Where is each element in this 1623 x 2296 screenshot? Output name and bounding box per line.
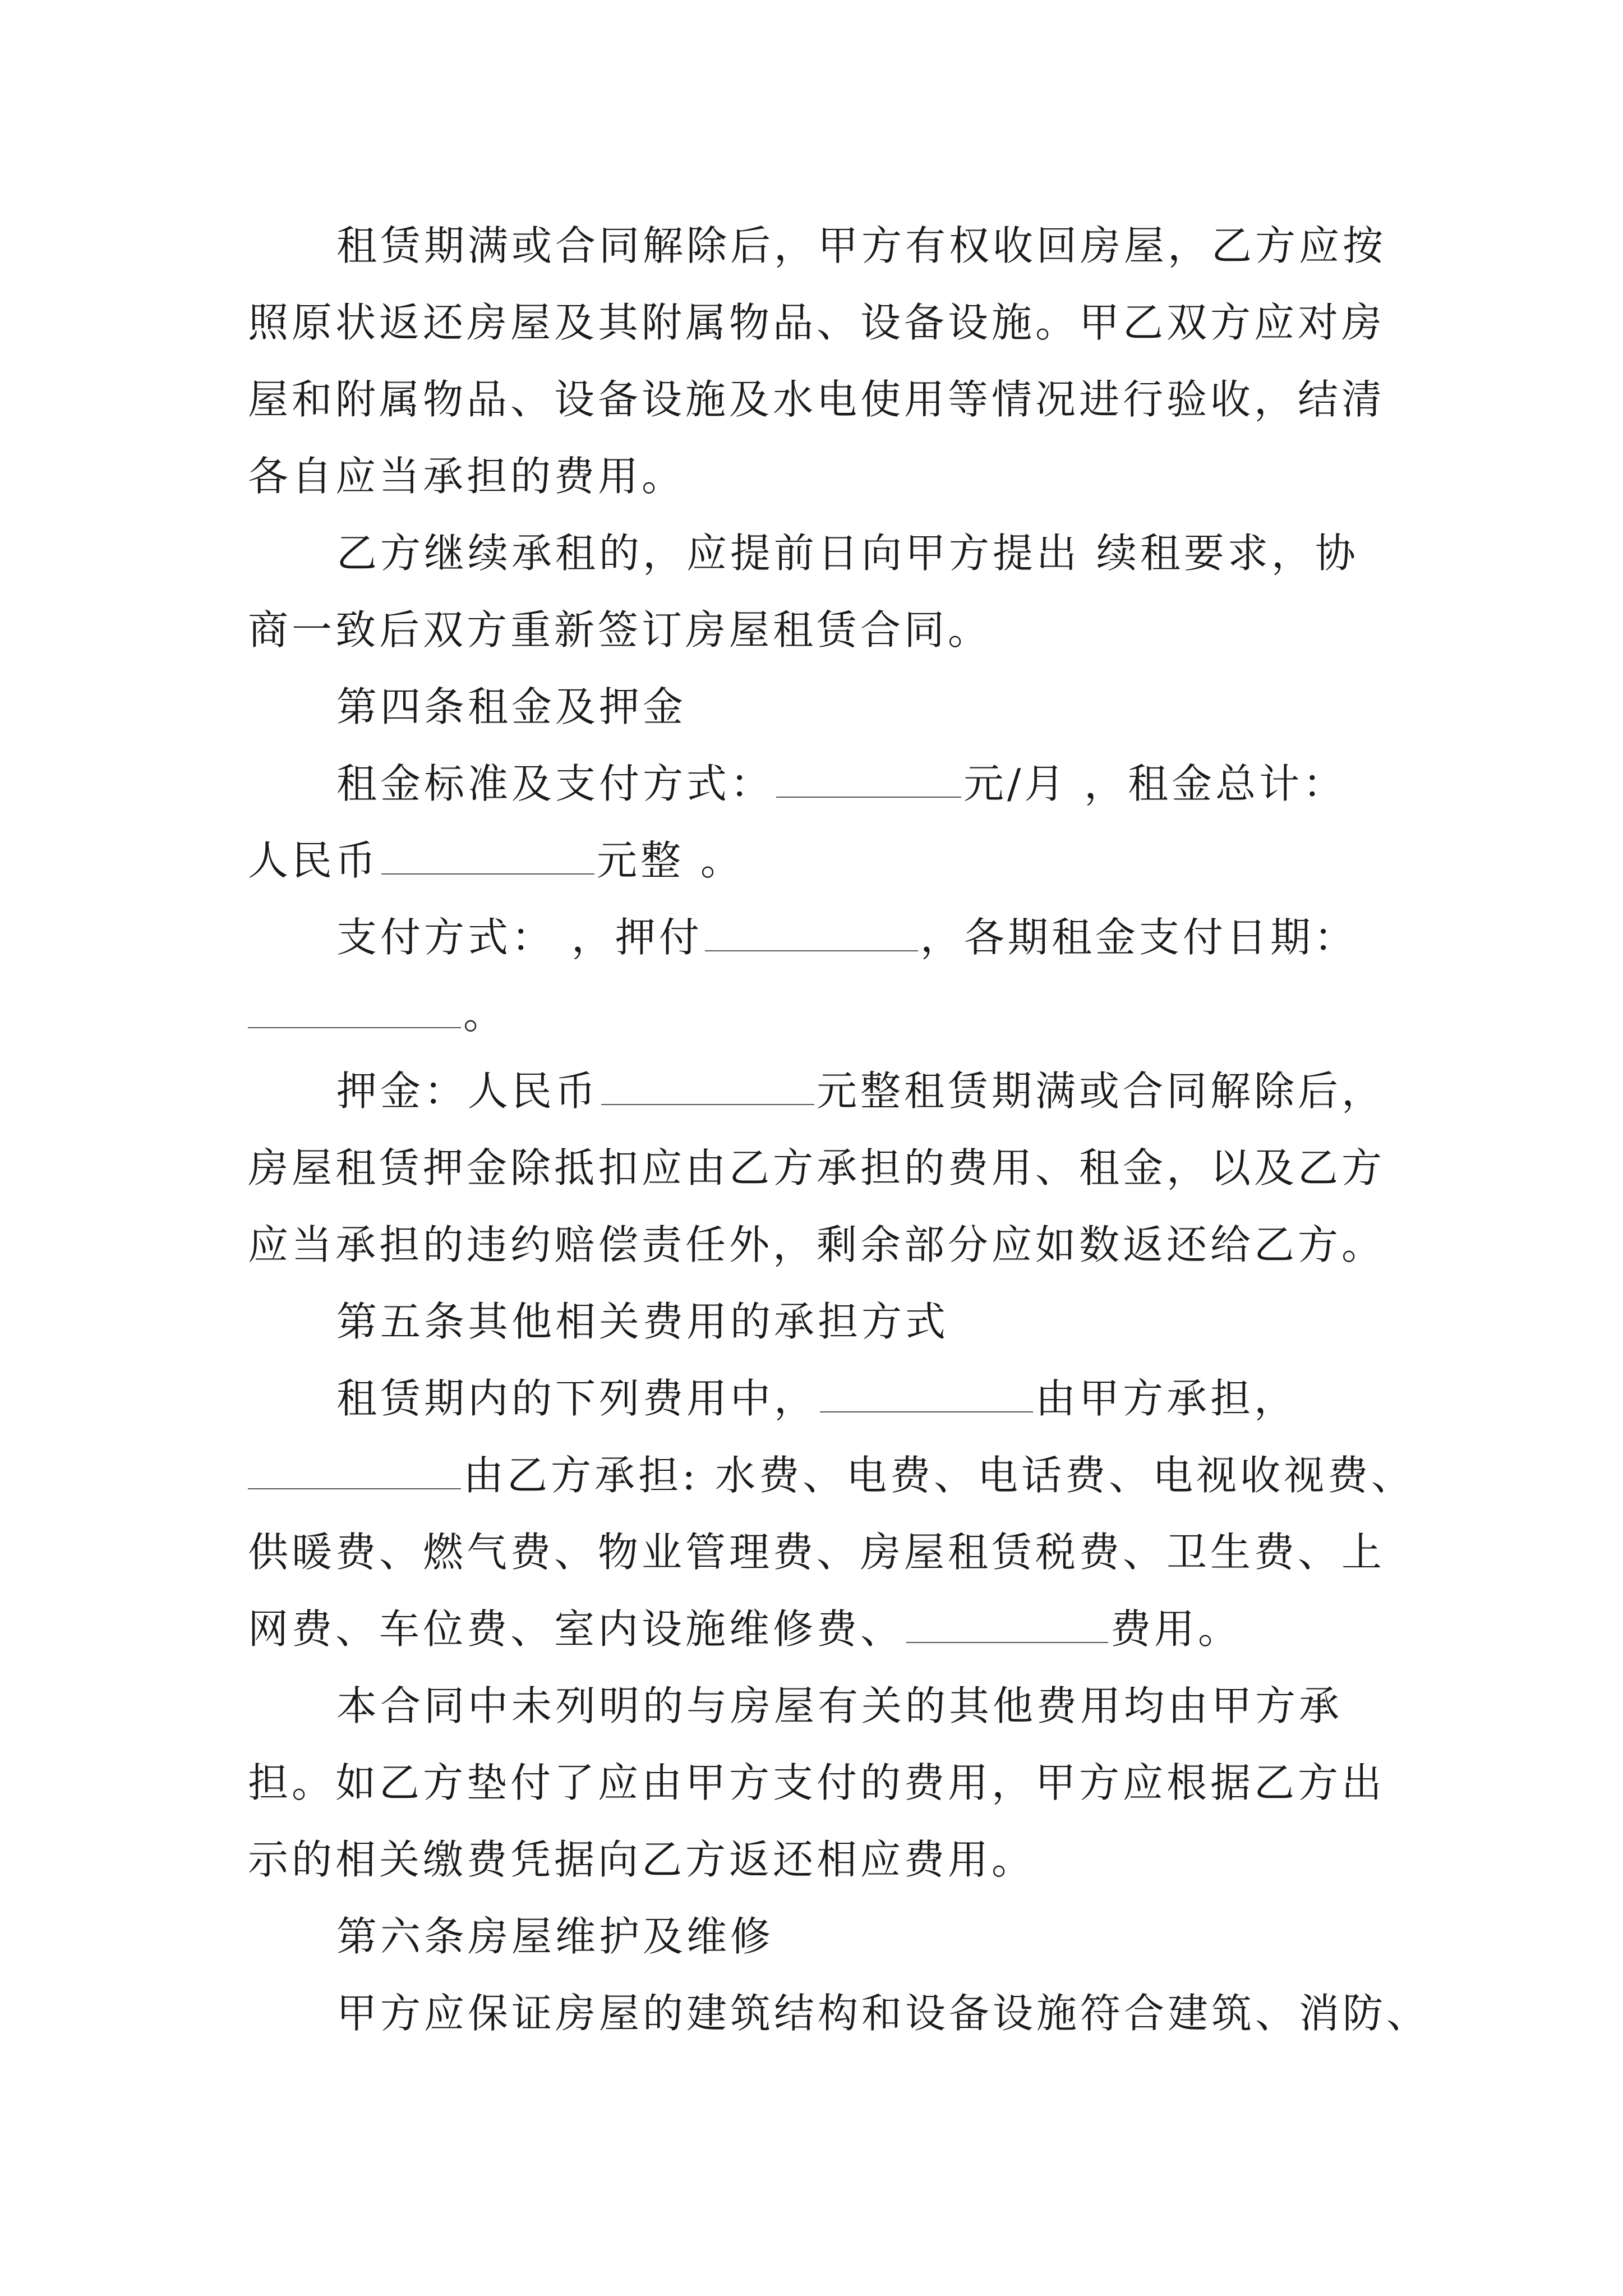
- section-heading-4: 第四条租金及押金: [336, 683, 687, 730]
- party-a-fees-blank: [820, 1380, 1033, 1412]
- fees-line-3: 供暖费、燃气费、物业管理费、房屋租赁税费、卫生费、上: [248, 1529, 1386, 1576]
- paragraph-1-line-2: 照原状返还房屋及其附属物品、设备设施。甲乙双方应对房: [248, 299, 1386, 346]
- deposit-label: 押金：人民币: [336, 1068, 600, 1115]
- fees-line-4: [248, 1604, 1242, 1654]
- paragraph-1-line-4: 各自应当承担的费用。: [248, 453, 686, 500]
- payment-date-line: [248, 989, 507, 1039]
- paragraph-1-line-3: 屋和附属物品、设备设施及水电使用等情况进行验收，结清: [248, 376, 1386, 423]
- payment-date-label: ，各期租金支付日期：: [920, 914, 1358, 961]
- fees-list-end: 网费、车位费、室内设施维修费、: [248, 1605, 905, 1653]
- section-heading-6: 第六条房屋维护及维修: [336, 1913, 774, 1960]
- payment-method-line: [336, 912, 1358, 963]
- monthly-rent-blank: [776, 765, 961, 798]
- deposit-line-3: 应当承担的违约赔偿责任外，剩余部分应如数返还给乙方。: [248, 1221, 1386, 1268]
- paragraph-7-line-3: 示的相关缴费凭据向乙方返还相应费用。: [248, 1836, 1036, 1883]
- paragraph-1-line-1: 租赁期满或合同解除后，甲方有权收回房屋，乙方应按: [336, 222, 1387, 269]
- deposit-amount-blank: [601, 1073, 814, 1105]
- party-b-fees-blank: [248, 1457, 461, 1489]
- rent-total-blank: [381, 842, 594, 875]
- party-b-bears: 由乙方承担: 水费、电费、电话费、电视收视费、: [463, 1452, 1415, 1499]
- payment-date-end: 。: [463, 991, 508, 1038]
- paragraph-7-line-2: 担。如乙方垫付了应由甲方支付的费用，甲方应根据乙方出: [248, 1759, 1386, 1806]
- paragraph-7-line-1: 本合同中未列明的与房屋有关的其他费用均由甲方承: [336, 1682, 1343, 1729]
- fees-suffix: 费用。: [1110, 1605, 1242, 1653]
- deposit-terms: 元整租赁期满或合同解除后，: [817, 1068, 1386, 1115]
- party-a-bears: 由甲方承担，: [1035, 1375, 1298, 1422]
- payment-method-label: 支付方式： ，押付: [336, 914, 703, 961]
- paragraph-2-line-2: 商一致后双方重新签订房屋租赁合同。: [248, 606, 992, 654]
- rent-standard-line: [336, 758, 1347, 809]
- rmb-label: 人民币: [248, 837, 380, 884]
- section-heading-5: 第五条其他相关费用的承担方式: [336, 1298, 949, 1345]
- payment-date-blank: [248, 996, 461, 1028]
- fees-line-2: [248, 1450, 1415, 1501]
- fees-line-1: [336, 1373, 1298, 1424]
- deposit-months-blank: [705, 919, 918, 951]
- other-fees-blank: [906, 1611, 1108, 1643]
- rent-total-label: 元/月 ，租金总计：: [963, 760, 1347, 807]
- deposit-line-2: 房屋租赁押金除抵扣应由乙方承担的费用、租金，以及乙方: [248, 1144, 1386, 1191]
- deposit-line-1: [336, 1066, 1385, 1116]
- rent-total-line: [248, 835, 744, 886]
- paragraph-8-line-1: 甲方应保证房屋的建筑结构和设备设施符合建筑、消防、: [336, 1990, 1431, 2037]
- paragraph-2-line-1: 乙方继续承租的，应提前日向甲方提出 续租要求，协: [336, 530, 1359, 577]
- fees-intro: 租赁期内的下列费用中，: [336, 1375, 818, 1422]
- rent-standard-label: 租金标准及支付方式：: [336, 760, 774, 807]
- rent-total-unit: 元整 。: [597, 837, 744, 884]
